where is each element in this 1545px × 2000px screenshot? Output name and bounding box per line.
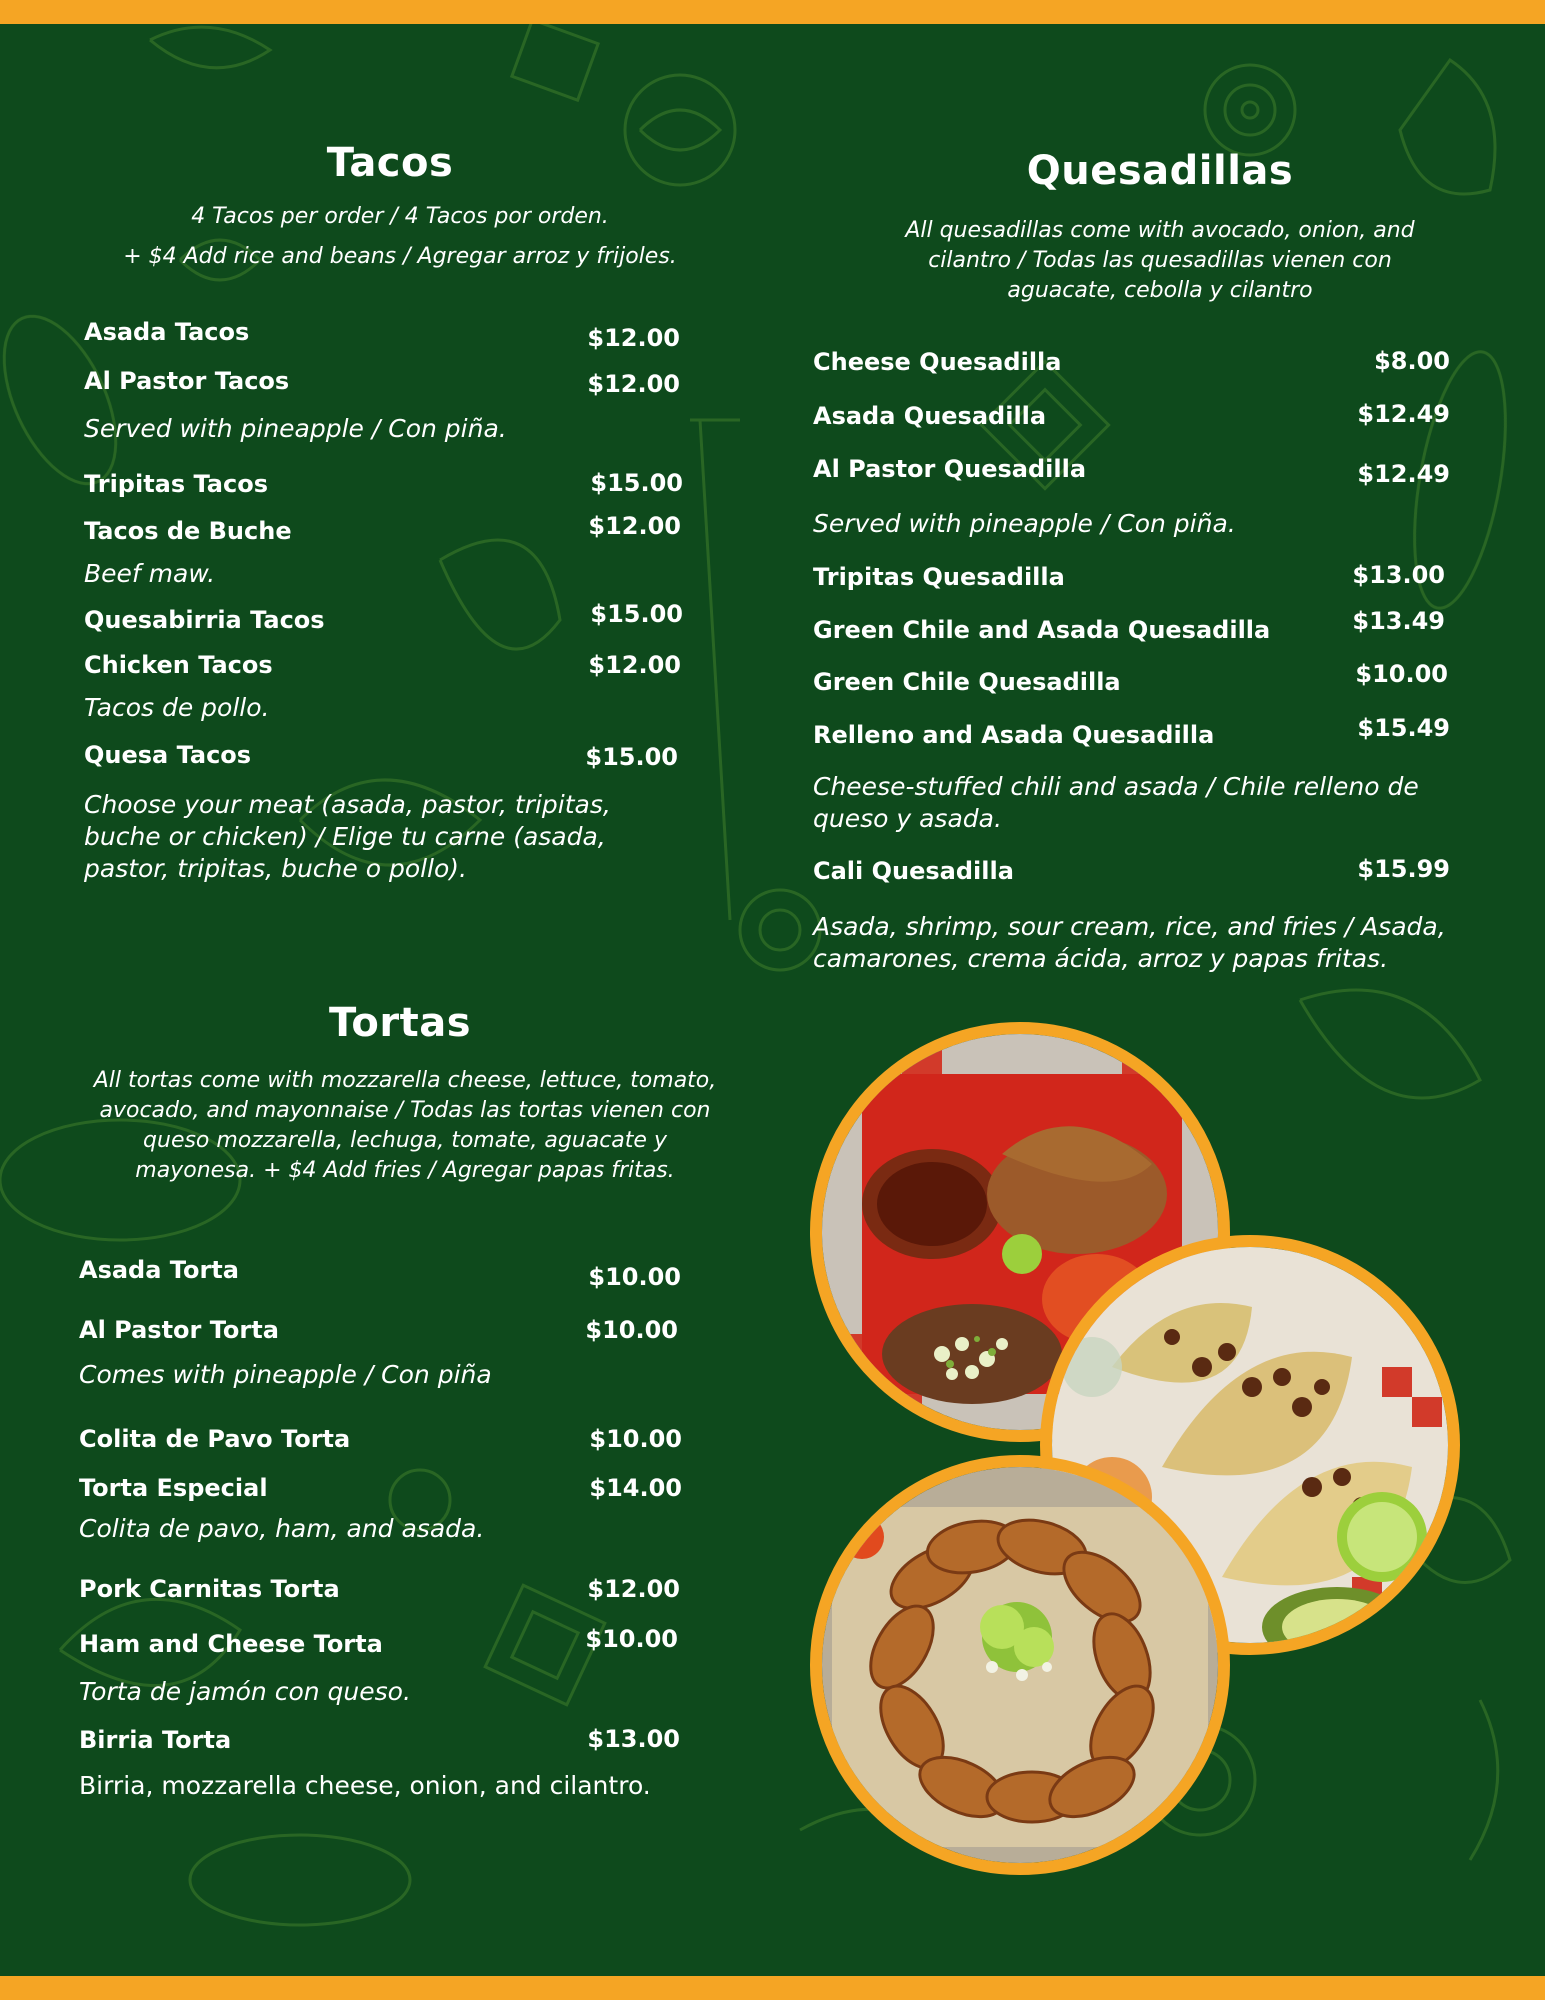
menu-item-name: Birria Torta: [79, 1726, 232, 1754]
menu-item-name: Tacos de Buche: [84, 517, 292, 545]
menu-item-name: Asada Torta: [79, 1256, 239, 1284]
menu-item-description: Birria, mozzarella cheese, onion, and cilantro.: [79, 1771, 651, 1800]
menu-item-name: Al Pastor Torta: [79, 1316, 279, 1344]
menu-item-price: $13.00: [587, 1725, 680, 1753]
menu-item-name: Quesabirria Tacos: [84, 606, 325, 634]
quesadillas-note: All quesadillas come with avocado, onion, and cilantro / Todas las quesadillas vienen con aguacate, cebolla y cilantro: [905, 218, 1415, 303]
menu-item-description: Cheese-stuffed chili and asada / Chile relleno de queso y asada.: [813, 772, 1419, 833]
menu-item-price: $10.00: [585, 1316, 678, 1344]
menu-item-name: Torta Especial: [79, 1474, 268, 1502]
tacos-add-note: + $4 Add rice and beans / Agregar arroz y frijoles.: [123, 244, 677, 269]
menu-item-name: Cali Quesadilla: [813, 857, 1014, 885]
menu-item-description: Asada, shrimp, sour cream, rice, and fries / Asada, camarones, crema ácida, arroz y papas fritas.: [813, 912, 1446, 973]
menu-item-name: Al Pastor Quesadilla: [813, 455, 1087, 483]
menu-item-name: Ham and Cheese Torta: [79, 1630, 383, 1658]
menu-item-name: Asada Quesadilla: [813, 402, 1047, 430]
menu-item-price: $12.00: [587, 324, 680, 352]
quesadillas-title: Quesadillas: [1026, 148, 1294, 194]
quesabirria-platter-image: [822, 1467, 1218, 1863]
top-accent-bar: [0, 0, 1545, 24]
menu-item-price: $15.99: [1357, 855, 1450, 883]
menu-item-name: Relleno and Asada Quesadilla: [813, 721, 1215, 749]
menu-item-price: $10.00: [585, 1625, 678, 1653]
menu-item-description: Colita de pavo, ham, and asada.: [79, 1514, 485, 1543]
menu-item-price: $15.00: [590, 600, 683, 628]
menu-item-price: $13.00: [1352, 561, 1445, 589]
menu-item-price: $10.00: [589, 1425, 682, 1453]
menu-item-price: $8.00: [1374, 347, 1450, 375]
menu-item-description: Served with pineapple / Con piña.: [84, 414, 507, 443]
menu-item-description: Beef maw.: [84, 559, 216, 588]
menu-item-description: Served with pineapple / Con piña.: [813, 509, 1236, 538]
menu-item-name: Green Chile Quesadilla: [813, 668, 1121, 696]
menu-item-name: Asada Tacos: [84, 318, 250, 346]
menu-item-name: Colita de Pavo Torta: [79, 1425, 351, 1453]
menu-item-price: $12.00: [587, 370, 680, 398]
menu-item-price: $15.00: [590, 469, 683, 497]
tortas-note: All tortas come with mozzarella cheese, lettuce, tomato, avocado, and mayonnaise / Todas las tortas vienen con queso mozzarella, lechuga, tomate, aguacate y mayonesa. + $4 Add fries / Agregar papas fritas.: [93, 1068, 717, 1183]
menu-item-description: Comes with pineapple / Con piña: [79, 1360, 492, 1389]
menu-item-price: $12.49: [1357, 460, 1450, 488]
menu-item-price: $12.00: [588, 512, 681, 540]
menu-item-description: Choose your meat (asada, pastor, tripitas, buche or chicken) / Elige tu carne (asada, pastor, tripitas, buche o pollo).: [84, 790, 611, 883]
tortas-title: Tortas: [328, 1000, 472, 1046]
menu-item-name: Chicken Tacos: [84, 651, 273, 679]
menu-item-name: Pork Carnitas Torta: [79, 1575, 340, 1603]
menu-item-price: $12.00: [588, 651, 681, 679]
menu-item-price: $12.00: [587, 1575, 680, 1603]
menu-item-description: Tacos de pollo.: [84, 693, 270, 722]
tacos-order-note: 4 Tacos per order / 4 Tacos por orden.: [191, 204, 609, 229]
menu-item-description: Torta de jamón con queso.: [79, 1677, 411, 1706]
menu-item-price: $12.49: [1357, 400, 1450, 428]
menu-item-price: $10.00: [1355, 660, 1448, 688]
menu-item-name: Green Chile and Asada Quesadilla: [813, 616, 1271, 644]
food-photo-collage: [800, 1010, 1480, 1900]
menu-item-name: Tripitas Tacos: [84, 470, 268, 498]
menu-item-price: $15.49: [1357, 714, 1450, 742]
menu-item-price: $15.00: [585, 743, 678, 771]
bottom-accent-bar: [0, 1976, 1545, 2000]
menu-item-name: Al Pastor Tacos: [84, 367, 290, 395]
menu-item-price: $14.00: [589, 1474, 682, 1502]
menu-item-price: $10.00: [588, 1263, 681, 1291]
tacos-title: Tacos: [326, 140, 454, 186]
menu-item-name: Quesa Tacos: [84, 741, 252, 769]
menu-item-name: Tripitas Quesadilla: [813, 563, 1065, 591]
quesabirria-platter-photo: [810, 1455, 1230, 1875]
menu-item-name: Cheese Quesadilla: [813, 348, 1062, 376]
menu-item-price: $13.49: [1352, 607, 1445, 635]
